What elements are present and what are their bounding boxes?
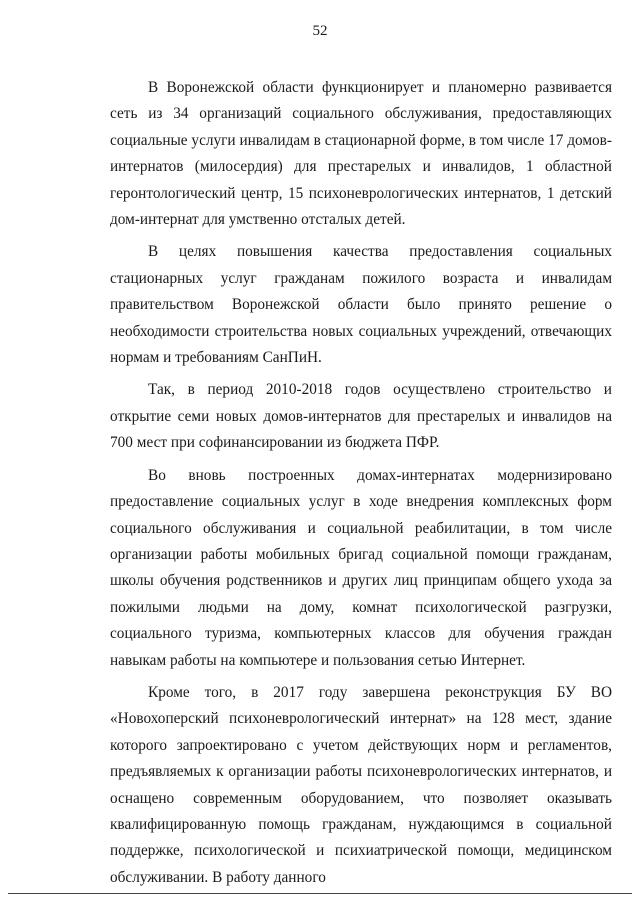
paragraph-new-homes: Так, в период 2010-2018 годов осуществлено строительство и открытие семи новых домов-интернатов для престарелых и инвалидов на 700 мест при софинансировании из бюджета ПФР. (110, 381, 612, 452)
paragraph-construction-decision: В целях повышения качества предоставления социальных стационарных услуг гражданам пожилого возраста и инвалидам правительством Воронежской области было принято решение о необходимости строительства новых социальных учреждений, отвечающих нормам и требованиям СанПиН. (110, 243, 612, 367)
document-body (110, 75, 612, 891)
paragraph-network: В Воронежской области функционирует и планомерно развивается сеть из 34 организаций социального обслуживания, предоставляющих социальные услуги инвалидам в стационарной форме, в том числе 17 домов-интернатов (милосердия) для престарелых и инвалидов, 1 областной геронтологический центр, 15 психоневрологических интернатов, 1 детский дом-интернат для умственно отсталых детей. (110, 79, 612, 229)
page-number: 52 (312, 23, 328, 39)
paragraph-reconstruction: Кроме того, в 2017 году завершена реконструкция БУ ВО «Новохоперский психоневрологический интернат» на 128 мест, здание которого запроектировано с учетом действующих норм и регламентов, предъявляемых к организации работы психоневрологических интернатов, и оснащено современным оборудованием, что позволяет оказывать квалифицированную помощь гражданам, нуждающимся в социальной поддержке, психологической и психиатрической помощи, медицинском обслуживании. В работу данного (110, 683, 612, 886)
paragraph-modernization: Во вновь построенных домах-интернатах модернизировано предоставление социальных услуг в ходе внедрения комплексных форм социального обслуживания и социальной реабилитации, в том числе организации работы мобильных бригад социальной помощи гражданам, школы обучения родственников и других лиц принципам общего ухода за пожилыми людьми на дому, комнат психологической разгрузки, социального туризма, компьютерных классов для обучения граждан навыкам работы на компьютере и пользования сетью Интернет. (110, 466, 612, 669)
bottom-divider (8, 893, 632, 894)
